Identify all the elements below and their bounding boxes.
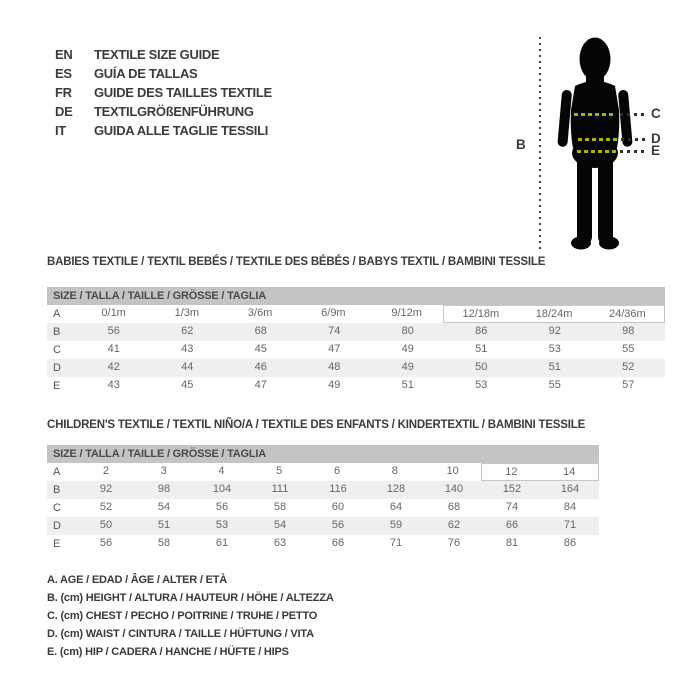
size-cell: 86 [563,537,577,549]
language-title: TEXTILE SIZE GUIDE [94,47,220,62]
size-cell: 43 [181,343,194,355]
children-size-table-body [47,463,599,553]
hip-measure-dotted-line [577,150,617,153]
size-table-row-A [47,463,599,481]
size-cell: 152 [502,483,522,495]
language-title-list [55,45,272,140]
size-cell: 24/36m [591,305,665,323]
size-cell: 6 [333,465,341,477]
legend-line-age: A. AGE / EDAD / ÂGE / ALTER / ETÀ [47,574,228,586]
size-cell: 116 [329,483,347,495]
row-label: E [53,380,61,392]
children-section-title: CHILDREN'S TEXTILE / TEXTIL NIÑO/A / TEXTILE DES ENFANTS / KINDERTEXTIL / BAMBINI TESSILE [47,419,586,431]
language-row [55,64,272,83]
size-cell: 53 [548,343,561,355]
row-label: A [53,308,61,320]
size-cell: 42 [107,361,120,373]
size-table-row-B [47,481,599,499]
size-cell: 63 [273,537,287,549]
size-cell: 66 [331,537,345,549]
size-table-row-E [47,535,599,553]
size-cell: 8 [391,465,398,477]
size-table-header: SIZE / TALLA / TAILLE / GRÖSSE / TAGLIA [47,287,665,305]
size-cell: 61 [215,537,229,549]
size-cell: 68 [254,325,267,337]
height-measure-dotted-line [539,37,541,250]
size-cell: 58 [157,537,171,549]
size-table-row-C [47,341,665,359]
size-cell: 59 [389,519,403,531]
size-cell: 1/3m [174,307,200,319]
size-cell: 3/6m [247,307,273,319]
size-table-row-D [47,517,599,535]
size-cell: 56 [107,325,120,337]
size-cell: 64 [389,501,403,513]
size-table-row-B [47,323,665,341]
size-cell: 104 [212,483,232,495]
size-cell: 47 [254,379,267,391]
legend-line-hip: E. (cm) HIP / CADERA / HANCHE / HÜFTE / HIPS [47,646,289,658]
row-label: E [53,538,61,550]
language-row [55,102,272,121]
size-cell: 80 [401,325,414,337]
size-cell: 46 [254,361,267,373]
waist-measure-dotted-line [578,138,618,141]
waist-measure-label: D [651,131,661,146]
language-code: IT [55,123,66,138]
children-size-table [47,445,599,553]
legend-line-chest: C. (cm) CHEST / PECHO / POITRINE / TRUHE / PETTO [47,610,318,622]
size-cell: 128 [386,483,406,495]
size-cell: 18/24m [518,305,591,323]
size-cell: 41 [107,343,120,355]
height-measure-label: B [516,137,526,152]
size-cell: 54 [273,519,287,531]
row-label: B [53,484,61,496]
size-cell: 51 [475,343,488,355]
size-cell: 71 [563,519,577,531]
size-cell: 81 [505,537,519,549]
size-cell: 66 [505,519,519,531]
size-cell: 111 [271,483,289,495]
chest-measure-label: C [651,106,661,121]
size-cell: 49 [401,361,414,373]
size-cell: 12/18m [443,305,517,323]
size-cell: 55 [622,343,635,355]
size-cell: 76 [447,537,461,549]
size-cell: 49 [401,343,414,355]
language-title: TEXTILGRÖßENFÜHRUNG [94,104,254,119]
row-label: C [53,344,61,356]
size-cell: 0/1m [101,307,126,319]
size-cell: 62 [181,325,194,337]
size-cell: 54 [157,501,171,513]
row-label: B [53,326,61,338]
size-cell: 92 [99,483,113,495]
babies-size-table-body [47,305,665,395]
row-label: A [53,466,61,478]
size-cell: 5 [276,465,283,477]
size-table-row-A [47,305,665,323]
size-cell: 71 [389,537,403,549]
size-cell: 10 [446,465,459,477]
language-code: EN [55,47,73,62]
row-label: D [53,362,61,374]
size-cell: 6/9m [321,307,346,319]
language-row [55,45,272,64]
language-title: GUIDA ALLE TAGLIE TESSILI [94,123,269,138]
size-cell: 51 [157,519,171,531]
measurement-legend [47,571,334,661]
babies-section-title: BABIES TEXTILE / TEXTIL BEBÉS / TEXTILE DES BÉBÉS / BABYS TEXTIL / BAMBINI TESSILE [47,256,546,268]
size-cell: 56 [99,537,113,549]
row-label: D [53,520,61,532]
size-table-row-C [47,499,599,517]
size-cell: 74 [505,501,519,513]
size-cell: 56 [331,519,345,531]
language-code: FR [55,85,72,100]
size-cell: 57 [622,379,635,391]
size-cell: 4 [218,465,225,477]
chest-leader-dotted-line [620,113,647,116]
size-cell: 49 [328,379,341,391]
size-cell: 164 [560,483,580,495]
size-cell: 92 [548,325,561,337]
language-title: GUIDE DES TAILLES TEXTILE [94,85,272,100]
row-label: C [53,502,61,514]
hip-measure-label: E [651,143,660,158]
chest-measure-dotted-line [574,113,616,116]
size-cell: 9/12m [391,307,422,319]
babies-size-table [47,287,665,395]
size-cell: 51 [401,379,414,391]
size-cell: 52 [622,361,635,373]
size-cell: 55 [548,379,561,391]
size-cell: 43 [107,379,120,391]
size-cell: 2 [102,465,109,477]
size-cell: 84 [563,501,577,513]
language-code: ES [55,66,72,81]
size-cell: 50 [475,361,488,373]
language-code: DE [55,104,73,119]
waist-leader-dotted-line [621,138,647,141]
size-cell: 58 [273,501,287,513]
language-row [55,83,272,102]
size-table-header: SIZE / TALLA / TAILLE / GRÖSSE / TAGLIA [47,445,599,463]
size-table-row-E [47,377,665,395]
size-cell: 45 [254,343,267,355]
size-cell: 51 [548,361,561,373]
size-cell: 3 [160,465,167,477]
size-cell: 140 [444,483,464,495]
legend-line-height: B. (cm) HEIGHT / ALTURA / HAUTEUR / HÖHE / ALTEZZA [47,592,334,604]
child-silhouette-figure [553,36,643,252]
size-cell: 52 [99,501,113,513]
size-table-row-D [47,359,665,377]
size-cell: 53 [215,519,229,531]
size-cell: 44 [181,361,194,373]
size-cell: 98 [622,325,635,337]
size-cell: 53 [475,379,488,391]
hip-leader-dotted-line [620,150,646,153]
size-cell: 14 [540,463,599,481]
size-cell: 74 [328,325,341,337]
size-cell: 47 [328,343,341,355]
size-cell: 12 [481,463,540,481]
size-cell: 50 [99,519,113,531]
size-cell: 56 [215,501,229,513]
size-cell: 62 [447,519,461,531]
size-cell: 86 [475,325,488,337]
language-row [55,121,272,140]
size-cell: 48 [328,361,341,373]
size-cell: 98 [157,483,171,495]
language-title: GUÍA DE TALLAS [94,66,198,81]
size-cell: 60 [331,501,345,513]
size-cell: 45 [181,379,194,391]
size-cell: 68 [447,501,461,513]
legend-line-waist: D. (cm) WAIST / CINTURA / TAILLE / HÜFTUNG / VITA [47,628,314,640]
